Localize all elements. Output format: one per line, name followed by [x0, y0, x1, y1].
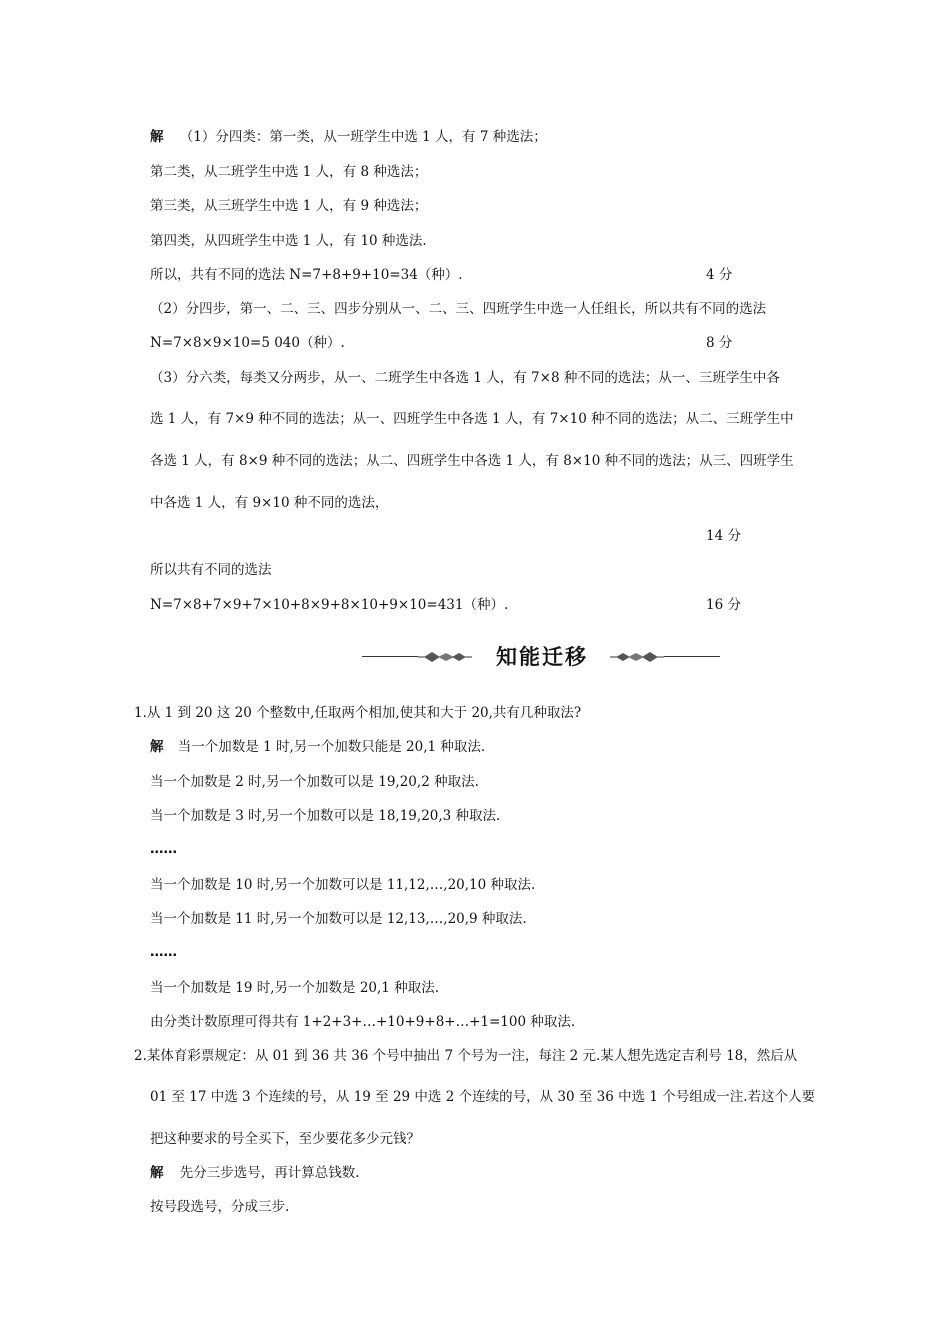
score-4: 4 分: [706, 267, 733, 283]
ornament-right-icon: [610, 650, 664, 664]
score-14: 14 分: [706, 528, 741, 544]
q2-answer-line-2: 按号段选号，分成三步.: [150, 1199, 290, 1215]
solution-line-1: [150, 128, 547, 146]
score-8: 8 分: [706, 335, 733, 351]
solution-line-11: 中各选 1 人，有 9×10 种不同的选法，: [150, 495, 389, 511]
solution-line-6: （2）分四步，第一、二、三、四步分别从一、二、三、四班学生中选一人任组长，所以共有不同的选法: [150, 301, 767, 317]
solution-line-2: 第二类，从二班学生中选 1 人，有 8 种选法；: [150, 164, 428, 180]
solution-line-9: 选 1 人，有 7×9 种不同的选法；从一、四班学生中各选 1 人，有 7×10 种不同的选法；从二、三班学生中: [150, 411, 794, 427]
q2-answer-label: 解: [150, 1165, 164, 1181]
q2-answer-text: 先分三步选号，再计算总钱数.: [179, 1165, 360, 1181]
banner-rule-right: [664, 656, 720, 657]
score-16: 16 分: [706, 597, 741, 613]
solution-line-7: N=7×8×9×10=5 040（种）.: [150, 335, 345, 351]
q1-answer-line-4: 当一个加数是 10 时,另一个加数可以是 11,12,…,20,10 种取法.: [150, 877, 536, 893]
q1-ellipsis-1: ……: [150, 841, 177, 857]
question-2-line-2: 01 至 17 中选 3 个连续的号，从 19 至 29 中选 2 个连续的号，从 30 至 36 中选 1 个号组成一注.若这个人要: [150, 1089, 816, 1105]
solution-text: （1）分四类：第一类，从一班学生中选 1 人，有 7 种选法；: [179, 129, 547, 145]
solution-line-14: N=7×8+7×9+7×10+8×9+8×10+9×10=431（种）.: [150, 597, 509, 613]
question-2-line-3: 把这种要求的号全买下，至少要花多少元钱？: [150, 1131, 420, 1147]
q1-answer-line-1: [150, 738, 485, 756]
solution-label: 解: [150, 129, 164, 145]
solution-line-10: 各选 1 人，有 8×9 种不同的选法；从二、四班学生中各选 1 人，有 8×10 种不同的选法；从三、四班学生: [150, 453, 794, 469]
question-1: 1.从 1 到 20 这 20 个整数中,任取两个相加,使其和大于 20,共有几种取法?: [134, 705, 582, 721]
q2-answer-line-1: [150, 1164, 360, 1182]
solution-line-5: 所以，共有不同的选法 N=7+8+9+10=34（种）.: [150, 267, 463, 283]
q1-answer-line-3: 当一个加数是 3 时,另一个加数可以是 18,19,20,3 种取法.: [150, 808, 501, 824]
q1-answer-text: 当一个加数是 1 时,另一个加数只能是 20,1 种取法.: [177, 739, 486, 755]
ornament-left-icon: [418, 650, 472, 664]
question-2-line-1: 2.某体育彩票规定：从 01 到 36 共 36 个号中抽出 7 个号为一注，每注 2 元.某人想先选定吉利号 18，然后从: [134, 1048, 798, 1064]
solution-line-3: 第三类，从三班学生中选 1 人，有 9 种选法；: [150, 198, 428, 214]
solution-line-4: 第四类，从四班学生中选 1 人，有 10 种选法.: [150, 233, 427, 249]
solution-line-13: 所以共有不同的选法: [150, 562, 272, 578]
q1-answer-line-2: 当一个加数是 2 时,另一个加数可以是 19,20,2 种取法.: [150, 774, 479, 790]
banner-title: 知能迁移: [496, 645, 588, 669]
q1-answer-line-6: 当一个加数是 19 时,另一个加数是 20,1 种取法.: [150, 980, 439, 996]
q1-ellipsis-2: ……: [150, 944, 177, 960]
q1-answer-line-5: 当一个加数是 11 时,另一个加数可以是 12,13,…,20,9 种取法.: [150, 911, 527, 927]
q1-answer-line-7: 由分类计数原理可得共有 1+2+3+…+10+9+8+…+1=100 种取法.: [150, 1014, 576, 1030]
banner-rule-left: [362, 656, 418, 657]
section-banner: [362, 642, 722, 672]
q1-answer-label: 解: [150, 739, 164, 755]
solution-line-8: （3）分六类，每类又分两步，从一、二班学生中各选 1 人，有 7×8 种不同的选法；从一、三班学生中各: [150, 370, 780, 386]
